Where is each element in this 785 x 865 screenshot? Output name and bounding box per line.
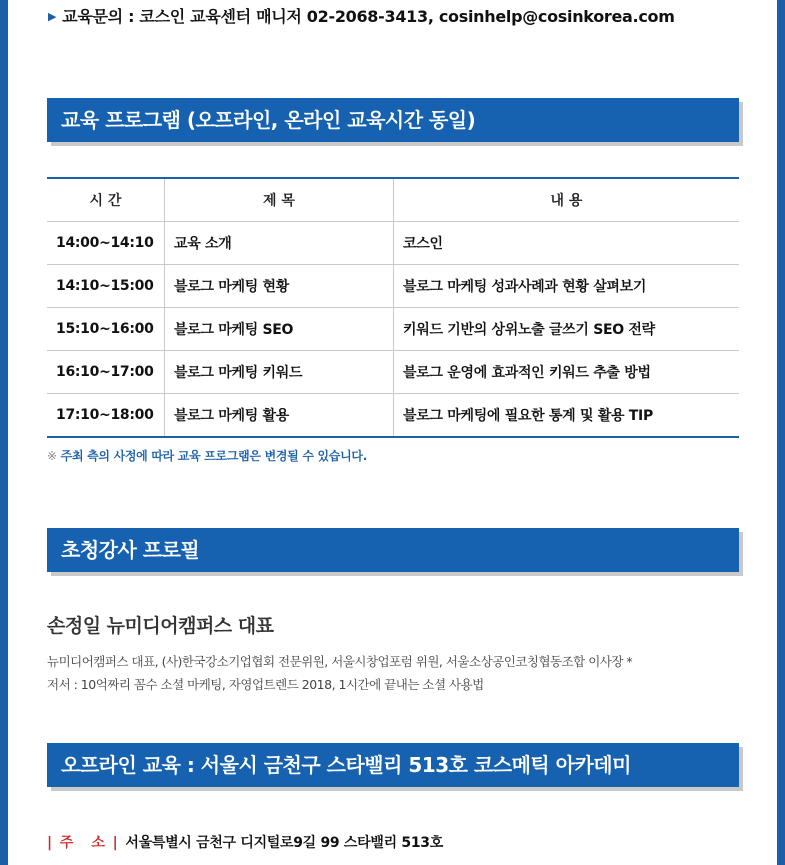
cell-time: 14:00~14:10	[47, 222, 165, 265]
cell-time: 17:10~18:00	[47, 394, 165, 438]
triangle-bullet-icon: ▶	[48, 10, 57, 23]
cell-title: 블로그 마케팅 SEO	[165, 308, 394, 351]
table-row	[47, 394, 739, 438]
offline-section-title: 오프라인 교육 : 서울시 금천구 스타밸리 513호 코스메틱 아카데미	[47, 743, 739, 787]
left-border	[0, 0, 8, 865]
table-header-row	[47, 178, 739, 222]
address-text: 서울특별시 금천구 디지털로9길 99 스타밸리 513호	[125, 835, 443, 851]
address-label: 주 소	[59, 835, 105, 851]
address-row	[47, 832, 443, 852]
cell-content: 블로그 운영에 효과적인 키워드 추출 방법	[394, 351, 740, 394]
cell-title: 블로그 마케팅 키워드	[165, 351, 394, 394]
header-time: 시 간	[47, 178, 165, 222]
cell-time: 14:10~15:00	[47, 265, 165, 308]
speaker-name: 손정일 뉴미디어캠퍼스 대표	[47, 615, 274, 637]
cell-content: 블로그 마케팅에 필요한 통계 및 활용 TIP	[394, 394, 740, 438]
divider: |	[112, 835, 118, 851]
speaker-desc-line: 저서 : 10억짜리 꼼수 소셜 마케팅, 자영업트렌드 2018, 1시간에 끝내는 소셜 사용법	[47, 677, 484, 692]
reference-mark: ※	[47, 449, 57, 463]
cell-content: 블로그 마케팅 성과사례과 현황 살펴보기	[394, 265, 740, 308]
cell-title: 블로그 마케팅 활용	[165, 394, 394, 438]
speaker-description	[47, 650, 632, 696]
table-row	[47, 222, 739, 265]
table-row	[47, 265, 739, 308]
cell-time: 16:10~17:00	[47, 351, 165, 394]
program-section-title: 교육 프로그램 (오프라인, 온라인 교육시간 동일)	[47, 98, 739, 142]
cell-title: 교육 소개	[165, 222, 394, 265]
speaker-section-title: 초청강사 프로필	[47, 528, 739, 572]
speaker-desc-line: 뉴미디어캠퍼스 대표, (사)한국강소기업협회 전문위원, 서울시창업포럼 위원, 서울소상공인코칭협동조합 이사장 *	[47, 654, 633, 669]
cell-title: 블로그 마케팅 현황	[165, 265, 394, 308]
contact-info	[48, 4, 675, 27]
table-row	[47, 308, 739, 351]
program-change-note	[47, 447, 367, 464]
header-content: 내 용	[394, 178, 740, 222]
contact-text: 교육문의 : 코스인 교육센터 매니저 02-2068-3413, cosinhelp@cosinkorea.com	[62, 7, 675, 26]
cell-content: 키워드 기반의 상위노출 글쓰기 SEO 전략	[394, 308, 740, 351]
header-title: 제 목	[165, 178, 394, 222]
cell-content: 코스인	[394, 222, 740, 265]
schedule-table	[47, 177, 739, 438]
divider: |	[47, 835, 52, 851]
cell-time: 15:10~16:00	[47, 308, 165, 351]
table-row	[47, 351, 739, 394]
note-text: 주최 측의 사정에 따라 교육 프로그램은 변경될 수 있습니다.	[60, 449, 367, 463]
right-border	[777, 0, 785, 865]
